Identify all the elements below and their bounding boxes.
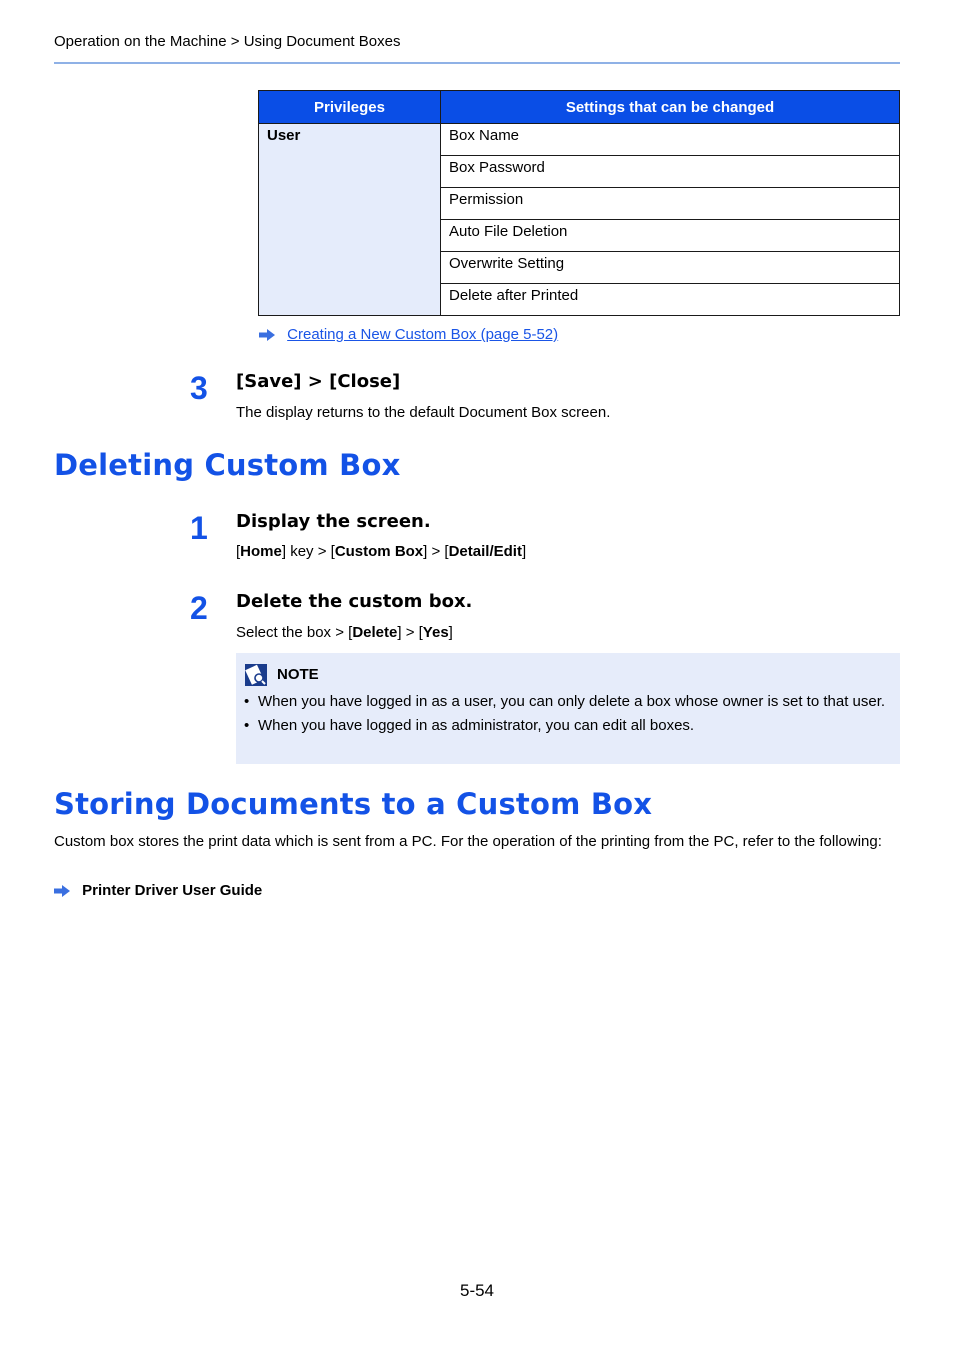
setting-cell: Box Password	[441, 156, 900, 188]
text-fragment: [	[236, 543, 241, 560]
note-list	[244, 692, 894, 740]
step-title: Display the screen.	[236, 511, 431, 532]
printer-driver-guide-reference: Printer Driver User Guide	[82, 882, 263, 899]
section-paragraph: Custom box stores the print data which is sent from a PC. For the operation of the printing from the PC, refer to the following:	[54, 833, 882, 850]
setting-cell: Overwrite Setting	[441, 252, 900, 284]
setting-cell: Delete after Printed	[441, 284, 900, 316]
detail-edit-label: Detail/Edit	[448, 543, 522, 560]
step-title: Delete the custom box.	[236, 591, 473, 612]
step-text	[236, 624, 453, 641]
arrow-right-icon	[54, 885, 70, 897]
step-number: 3	[190, 370, 208, 406]
arrow-right-icon	[259, 329, 275, 341]
text-fragment: ] key > [	[281, 543, 335, 560]
header-divider	[54, 62, 900, 64]
delete-label: Delete	[352, 624, 398, 641]
page-number: 5-54	[459, 1281, 495, 1300]
step-title: [Save] > [Close]	[236, 371, 401, 392]
section-heading: Storing Documents to a Custom Box	[54, 787, 653, 821]
list-item: • When you have logged in as a user, you can only delete a box whose owner is set to that user.	[244, 692, 894, 711]
step-text	[236, 543, 526, 560]
text-fragment: ] > [	[397, 624, 423, 641]
custom-box-label: Custom Box	[334, 543, 424, 560]
text-fragment: ]	[521, 543, 527, 560]
table-header-row	[259, 91, 900, 124]
step-text: The display returns to the default Document Box screen.	[236, 404, 611, 421]
reference-link-row	[259, 326, 558, 343]
setting-cell: Box Name	[441, 124, 900, 156]
text-fragment: Select the box > [	[236, 624, 353, 641]
table-row	[259, 124, 900, 156]
privilege-cell-user: User	[259, 124, 441, 316]
note-box	[236, 653, 900, 764]
breadcrumb: Operation on the Machine > Using Document Boxes	[54, 33, 401, 50]
reference-row	[54, 882, 262, 899]
privileges-table	[258, 90, 900, 316]
home-key-label: Home	[240, 543, 282, 560]
list-item: • When you have logged in as administrator, you can edit all boxes.	[244, 716, 894, 735]
setting-cell: Auto File Deletion	[441, 220, 900, 252]
creating-custom-box-link[interactable]: Creating a New Custom Box (page 5-52)	[287, 326, 559, 343]
column-header-privileges: Privileges	[259, 91, 441, 124]
step-number: 2	[190, 590, 208, 626]
text-fragment: ] > [	[423, 543, 449, 560]
column-header-settings: Settings that can be changed	[441, 91, 900, 124]
step-number: 1	[190, 510, 208, 546]
note-title: NOTE	[277, 666, 319, 683]
yes-label: Yes	[422, 624, 449, 641]
section-heading: Deleting Custom Box	[54, 448, 401, 482]
note-icon	[245, 664, 267, 686]
text-fragment: ]	[448, 624, 453, 641]
setting-cell: Permission	[441, 188, 900, 220]
